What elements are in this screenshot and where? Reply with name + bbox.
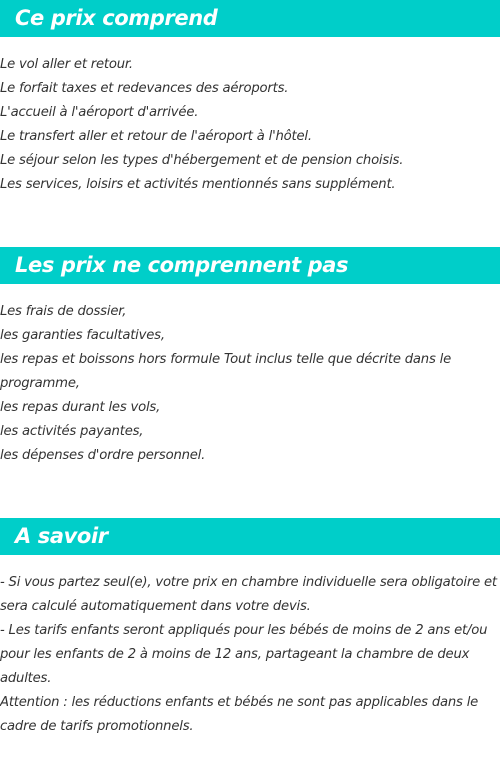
list-item: les garanties facultatives, — [0, 328, 165, 343]
list-item: L'accueil à l'aéroport d'arrivée. — [0, 105, 199, 120]
list-item: les dépenses d'ordre personnel. — [0, 448, 206, 463]
list-item: les repas et boissons hors formule Tout inclus telle que décrite dans le programme, — [0, 352, 451, 391]
section-title: Les prix ne comprennent pas — [15, 253, 349, 277]
list-item: Le forfait taxes et redevances des aéroports. — [0, 81, 289, 96]
list-item: - Si vous partez seul(e), votre prix en chambre individuelle sera obligatoire et sera calculé automatiquement dans votre devis. — [0, 575, 497, 614]
list-item: - Les tarifs enfants seront appliqués pour les bébés de moins de 2 ans et/ou pour les enfants de 2 à moins de 12 ans, partageant la chambre de deux adultes. — [0, 623, 488, 686]
section-body-price-includes — [0, 53, 500, 197]
list-item: Le vol aller et retour. — [0, 57, 133, 72]
section-title: Ce prix comprend — [15, 6, 218, 30]
list-item: Les frais de dossier, — [0, 304, 127, 319]
section-title: A savoir — [15, 524, 108, 548]
list-item: Les services, loisirs et activités mentionnés sans supplément. — [0, 177, 396, 192]
section-header-price-excludes — [0, 247, 500, 284]
list-item: Le séjour selon les types d'hébergement et de pension choisis. — [0, 153, 404, 168]
list-item: Attention : les réductions enfants et bébés ne sont pas applicables dans le cadre de tarifs promotionnels. — [0, 695, 479, 734]
list-item: les repas durant les vols, — [0, 400, 161, 415]
list-item: Le transfert aller et retour de l'aéroport à l'hôtel. — [0, 129, 312, 144]
section-body-good-to-know — [0, 571, 500, 739]
section-body-price-excludes — [0, 300, 500, 468]
list-item: les activités payantes, — [0, 424, 144, 439]
section-header-good-to-know — [0, 518, 500, 555]
section-header-price-includes — [0, 0, 500, 37]
